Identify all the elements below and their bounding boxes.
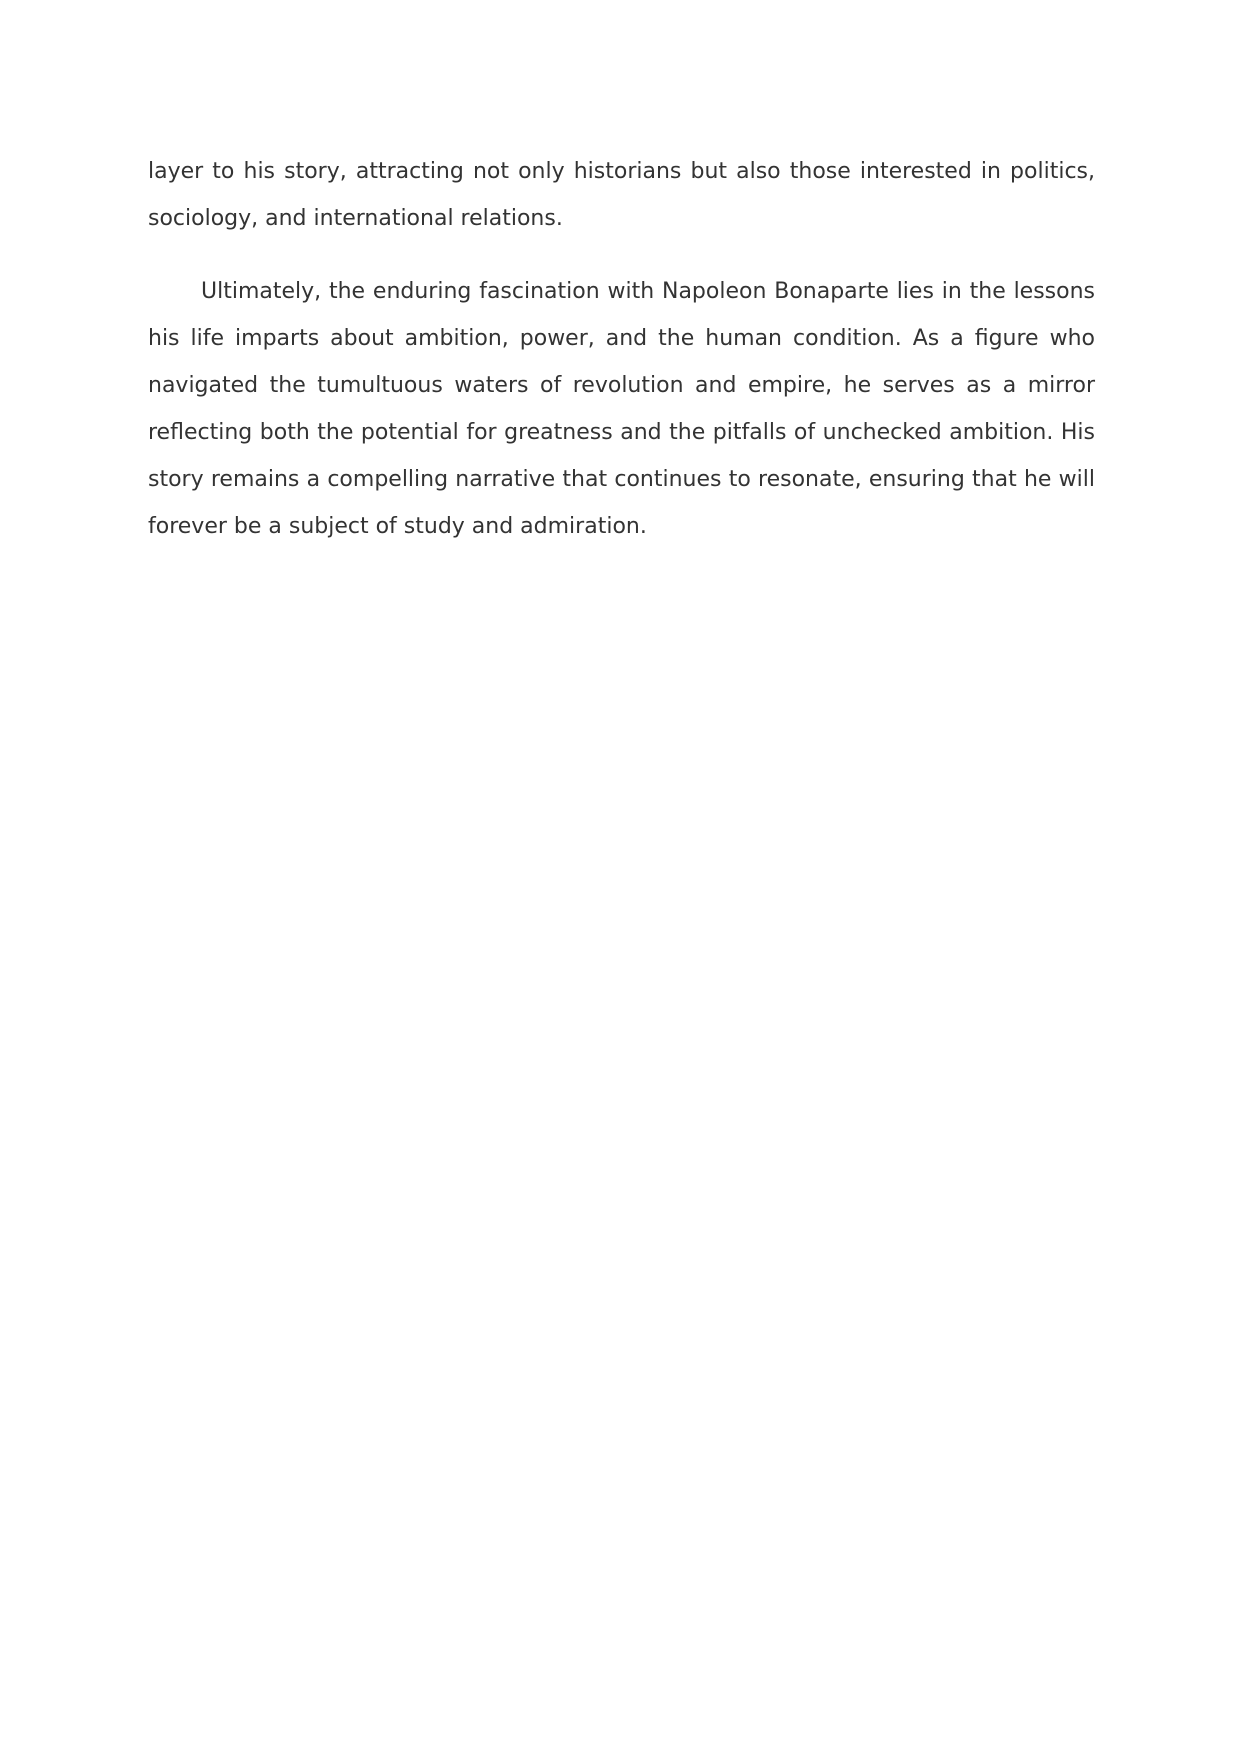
paragraph-continued: layer to his story, attracting not only historians but also those interested in politics, sociology, and international relations. [148,159,1095,231]
document-body [148,148,1095,550]
paragraph-conclusion: Ultimately, the enduring fascination with Napoleon Bonaparte lies in the lessons his life imparts about ambition, power, and the human condition. As a figure who navigated the tumultuous waters of revolution and empire, he serves as a mirror reflecting both the potential for greatness and the pitfalls of unchecked ambition. His story remains a compelling narrative that continues to resonate, ensuring that he will forever be a subject of study and admiration. [148,279,1095,539]
